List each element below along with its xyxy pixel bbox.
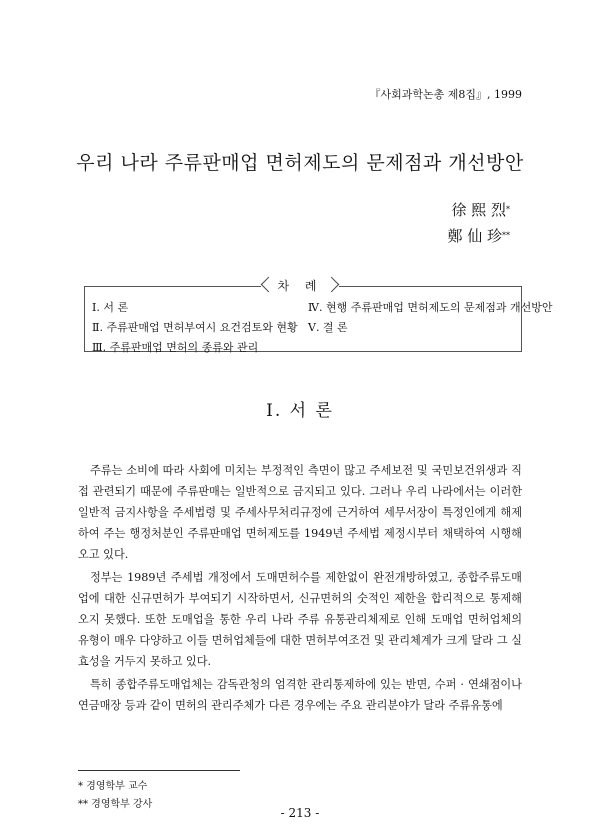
section-heading: Ⅰ. 서 론: [266, 401, 334, 421]
paragraph: 정부는 1989년 주세법 개정에서 도매면허수를 제한없이 완전개방하였고, 종합주류도매업에 대한 신규면허가 부여되기 시작하면서, 신규면허의 숫적인 제한을 합리적으로 통제해 오지 못했다. 또한 도매업을 통한 우리 나라 주류 유통관리체제로 인해 도매업 면허업체의 유형이 매우 다양하고 이들 면허업체들에 대한 면허부여조건 및 관리체계가 크게 달라 그 실효성을 거두지 못하고 있다.: [78, 571, 522, 668]
page-number: - 213 -: [280, 806, 320, 820]
footnote-1: * 경영학부 교수: [78, 781, 148, 792]
toc-item-1: Ⅰ. 서 론: [92, 301, 129, 314]
author-1: 徐 熙 烈*: [451, 201, 510, 219]
author-2: 鄭 仙 珍**: [447, 227, 510, 245]
paragraph: 특히 종합주류도매업체는 감독관청의 엄격한 관리통제하에 있는 반면, 수퍼 · 연쇄점이나 연금매장 등과 같이 면허의 관리주체가 다른 경우에는 주요 관리분야가 달라 주류유통에: [78, 678, 522, 712]
toc-item-3: Ⅲ. 주류판매업 면허의 종류와 관리: [92, 341, 259, 354]
paragraph: 주류는 소비에 따라 사회에 미치는 부정적인 측면이 많고 주세보전 및 국민보건위생과 직접 관련되기 때문에 주류판매는 일반적으로 금지되고 있다. 그러나 우리 나라에서는 이러한 일반적 금지사항을 주세법령 및 주세사무처리규정에 근거하여 세무서장이 특정인에게 해제하여 주는 행정처분인 주류판매업 면허제도를 1949년 주세법 제정시부터 채택하여 시행해 오고 있다.: [78, 464, 522, 561]
journal-citation: 『사회과학논총 제8집』, 1999: [369, 88, 522, 101]
toc-heading: 차 례: [261, 275, 339, 297]
paper-title: 우리 나라 주류판매업 면허제도의 문제점과 개선방안: [76, 152, 524, 174]
toc-item-4: Ⅳ. 현행 주류판매업 면허제도의 문제점과 개선방안: [308, 301, 553, 314]
body-text: [78, 460, 522, 718]
author-list: [447, 197, 510, 249]
toc-item-5: Ⅴ. 결 론: [308, 321, 348, 334]
toc-item-2: Ⅱ. 주류판매업 면허부여시 요건검토와 현황: [92, 321, 298, 334]
footnote-divider: [78, 770, 240, 771]
footnote-2: ** 경영학부 강사: [78, 799, 153, 810]
